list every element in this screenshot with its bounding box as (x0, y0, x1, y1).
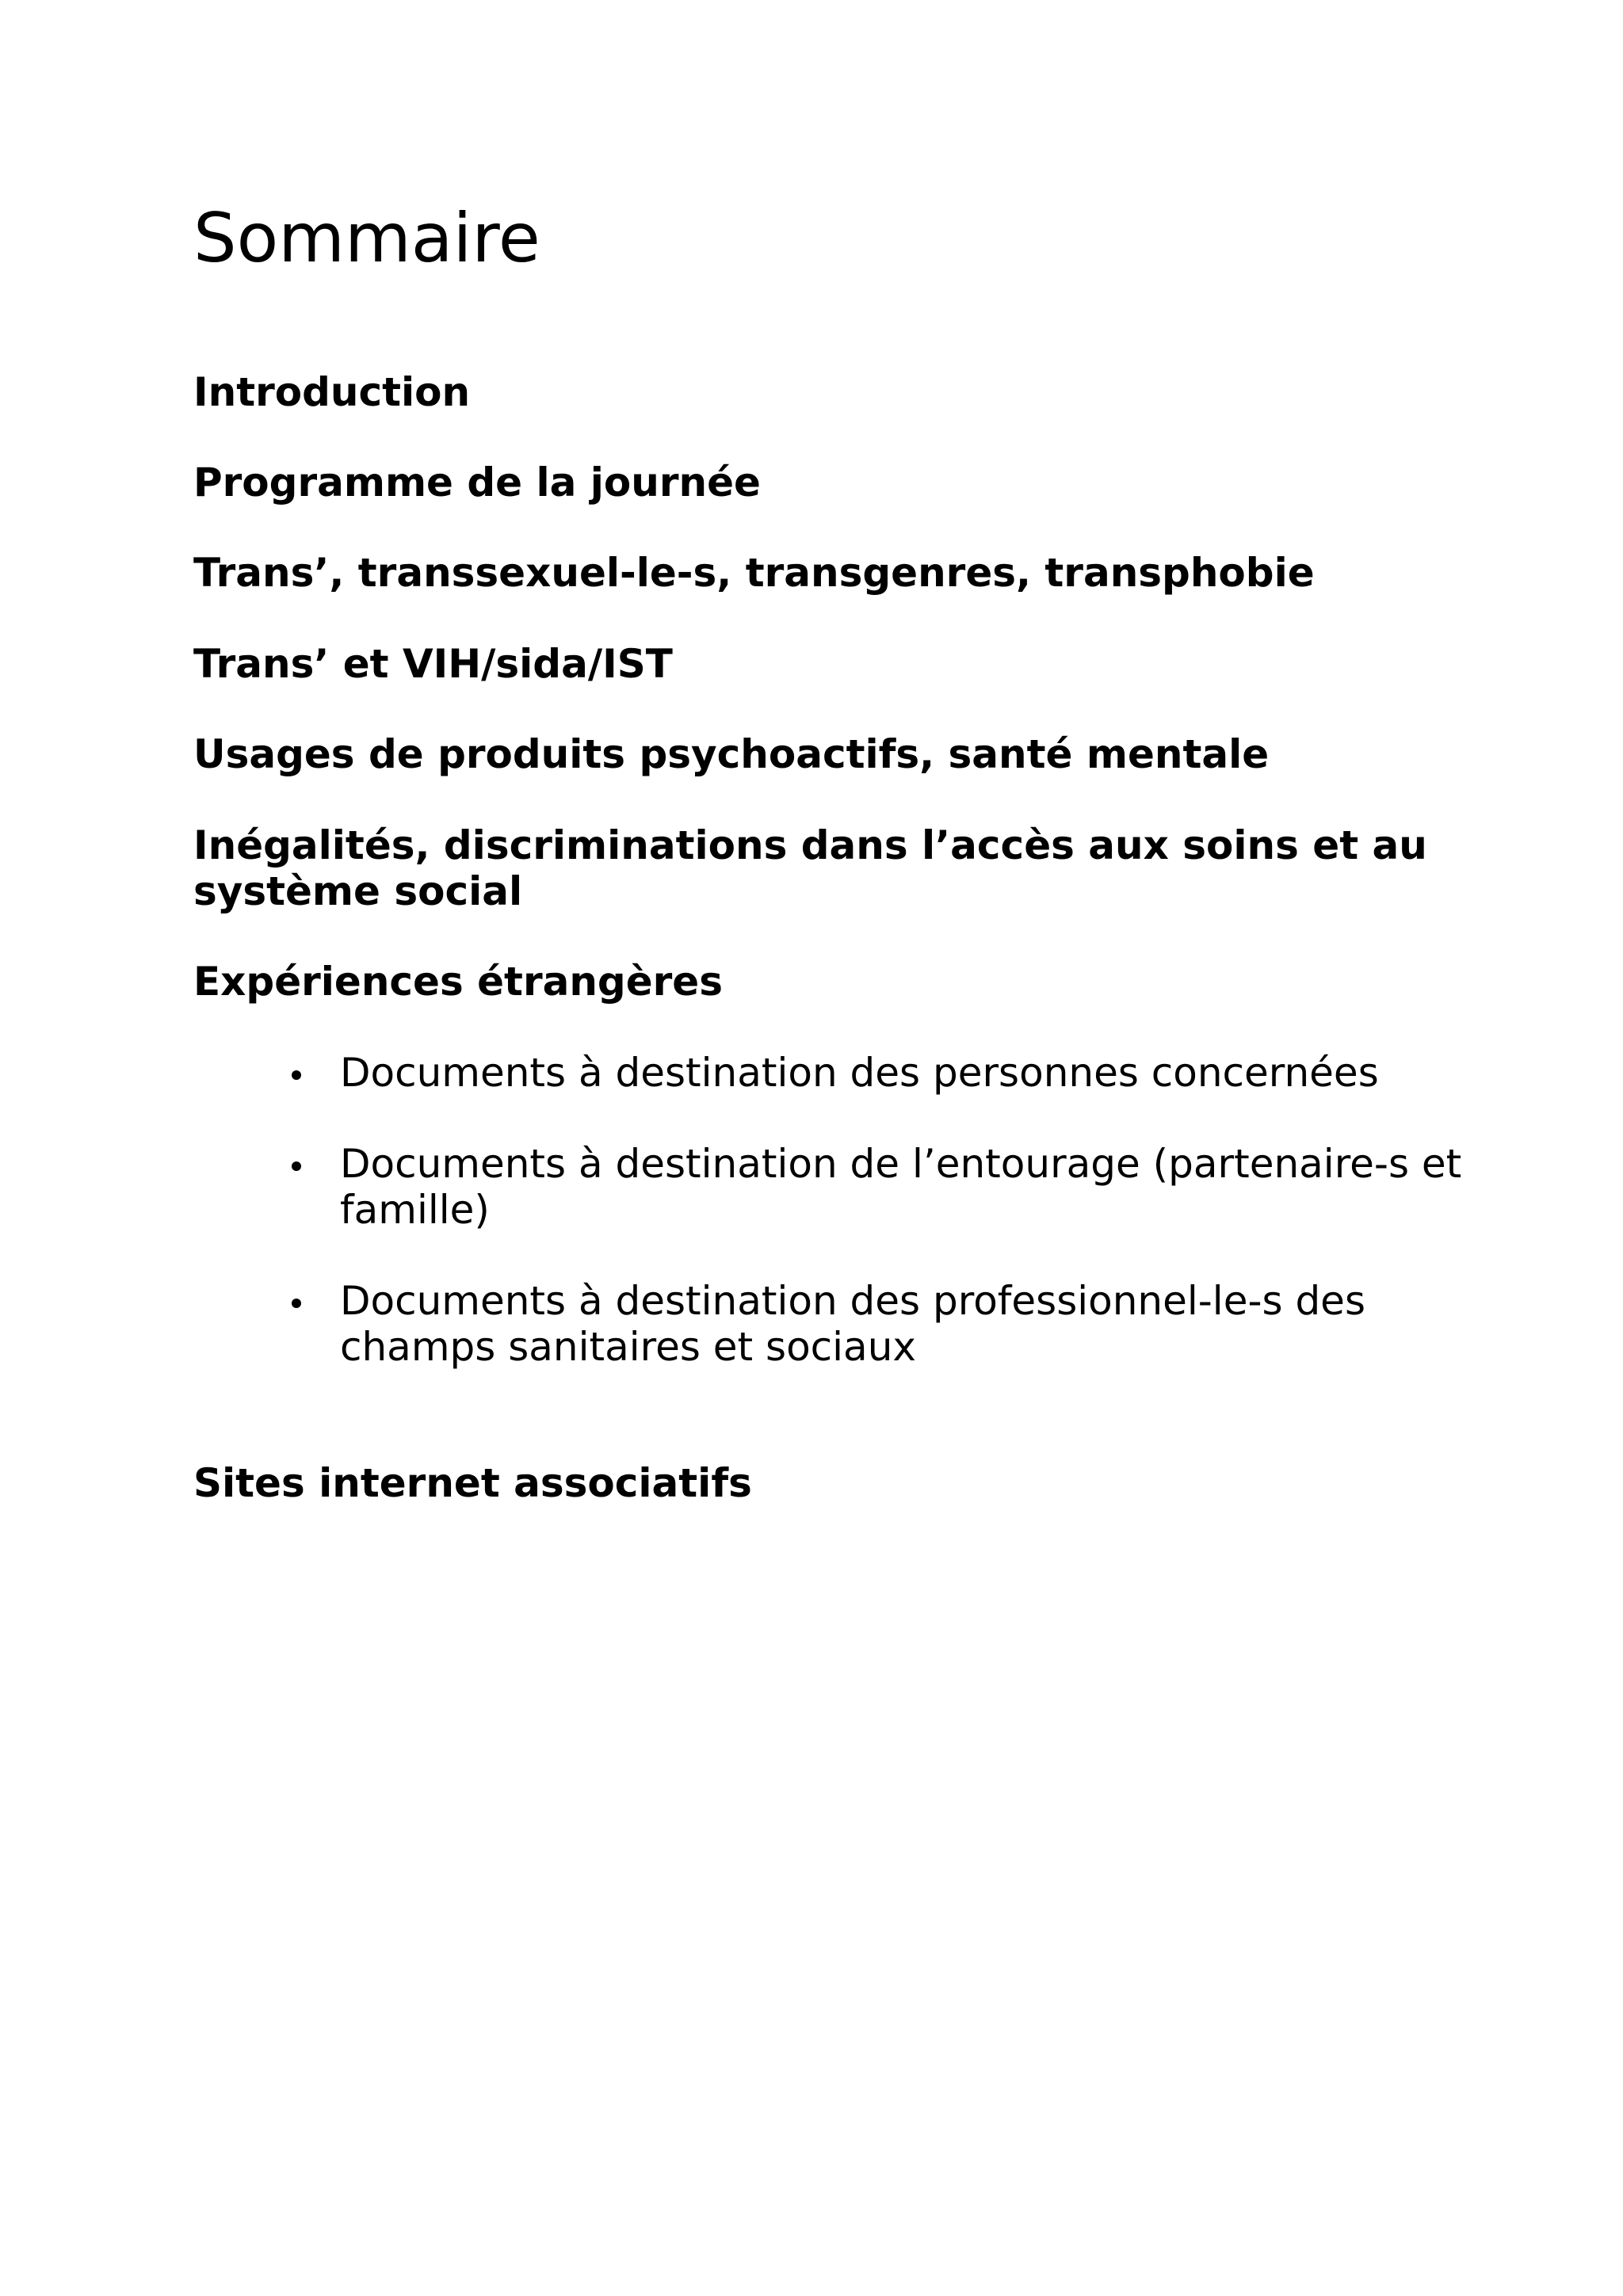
sub-item-personnes-concernees: Documents à destination des personnes concernées (340, 1050, 1379, 1096)
toc-entry-trans-transphobie: Trans’, transsexuel-le-s, transgenres, transphobie (193, 550, 1315, 596)
toc-entry-introduction: Introduction (193, 369, 471, 415)
bullet-icon (292, 1070, 301, 1080)
sub-item-entourage-line2: famille) (340, 1187, 490, 1233)
bullet-icon (292, 1161, 301, 1171)
toc-entry-inegalites-line1: Inégalités, discriminations dans l’accès aux soins et au (193, 822, 1427, 868)
sub-item-entourage-line1: Documents à destination de l’entourage (partenaire-s et (340, 1141, 1462, 1187)
toc-entry-sites-internet: Sites internet associatifs (193, 1460, 752, 1506)
page-title: Sommaire (193, 199, 540, 278)
toc-entry-programme: Programme de la journée (193, 460, 761, 505)
sub-item-professionnels-line1: Documents à destination des professionnel-le-s des (340, 1278, 1365, 1324)
toc-entry-inegalites-line2: système social (193, 868, 523, 914)
toc-entry-vih-sida-ist: Trans’ et VIH/sida/IST (193, 641, 673, 687)
bullet-icon (292, 1299, 301, 1308)
sub-item-professionnels-line2: champs sanitaires et sociaux (340, 1324, 916, 1370)
toc-entry-usages-produits: Usages de produits psychoactifs, santé mentale (193, 731, 1270, 777)
toc-entry-experiences-etrangeres: Expériences étrangères (193, 959, 723, 1005)
